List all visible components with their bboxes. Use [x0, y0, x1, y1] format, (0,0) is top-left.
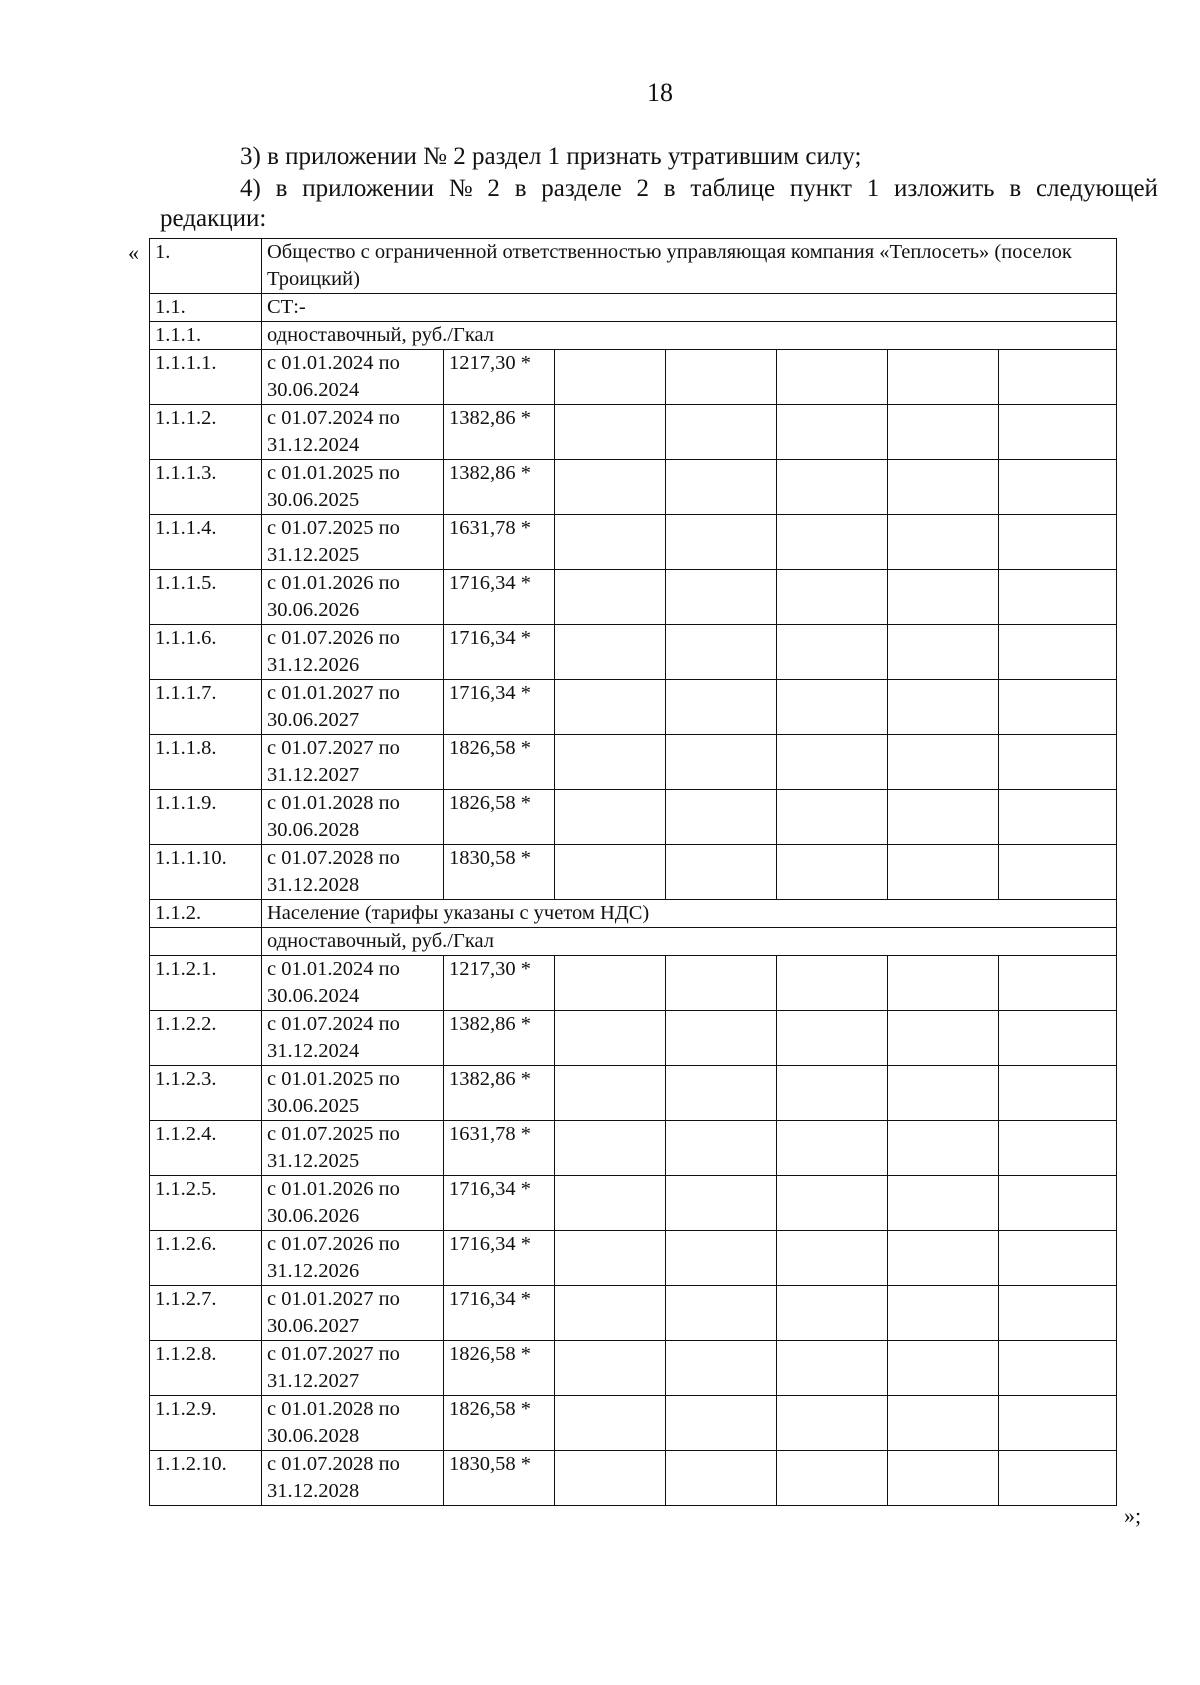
empty-cell: [555, 1121, 666, 1176]
table-row-ct: [150, 294, 1117, 322]
empty-cell: [888, 1341, 999, 1396]
empty-cell: [888, 735, 999, 790]
empty-cell: [555, 460, 666, 515]
empty-cell: [999, 735, 1117, 790]
empty-cell: [888, 625, 999, 680]
row-number: 1.1.1.7.: [150, 680, 262, 735]
empty-cell: [555, 1286, 666, 1341]
tariff-value: 1217,30 *: [444, 350, 555, 405]
empty-cell: [555, 845, 666, 900]
empty-cell: [777, 405, 888, 460]
row-number: 1.1.: [150, 294, 262, 322]
period-cell: с 01.01.2025 по 30.06.2025: [262, 1066, 444, 1121]
empty-cell: [555, 1451, 666, 1506]
row-number: 1.1.1.5.: [150, 570, 262, 625]
empty-cell: [666, 405, 777, 460]
period-cell: с 01.07.2028 по 31.12.2028: [262, 1451, 444, 1506]
period-cell: с 01.01.2027 по 30.06.2027: [262, 1286, 444, 1341]
table-row: [150, 1341, 1117, 1396]
empty-cell: [888, 1286, 999, 1341]
empty-cell: [777, 1121, 888, 1176]
empty-cell: [555, 350, 666, 405]
period-cell: с 01.01.2026 по 30.06.2026: [262, 1176, 444, 1231]
row-number: 1.1.1.9.: [150, 790, 262, 845]
empty-cell: [888, 1451, 999, 1506]
empty-cell: [666, 625, 777, 680]
row-number: 1.1.2.2.: [150, 1011, 262, 1066]
period-cell: с 01.07.2024 по 31.12.2024: [262, 1011, 444, 1066]
empty-cell: [888, 1176, 999, 1231]
empty-cell: [999, 1341, 1117, 1396]
empty-cell: [999, 570, 1117, 625]
empty-cell: [777, 735, 888, 790]
empty-cell: [666, 1341, 777, 1396]
tariff-value: 1217,30 *: [444, 956, 555, 1011]
tariff-value: 1716,34 *: [444, 680, 555, 735]
table-row: [150, 790, 1117, 845]
paragraph-4: [240, 175, 1158, 203]
paragraph-word: изложить: [893, 175, 995, 202]
row-number: 1.1.2.3.: [150, 1066, 262, 1121]
tariff-value: 1830,58 *: [444, 845, 555, 900]
table-row-population: [150, 900, 1117, 928]
empty-cell: [777, 350, 888, 405]
tariff-value: 1826,58 *: [444, 735, 555, 790]
period-cell: с 01.07.2025 по 31.12.2025: [262, 1121, 444, 1176]
tariff-value: 1716,34 *: [444, 1231, 555, 1286]
period-cell: с 01.01.2028 по 30.06.2028: [262, 790, 444, 845]
tariff-value: 1382,86 *: [444, 1011, 555, 1066]
table-row: [150, 1176, 1117, 1231]
paragraph-word: пункт: [789, 175, 852, 202]
paragraph-word: разделе: [541, 175, 622, 202]
tariff-value: 1826,58 *: [444, 790, 555, 845]
empty-cell: [555, 1231, 666, 1286]
tariff-value: 1382,86 *: [444, 405, 555, 460]
table-row: [150, 1396, 1117, 1451]
paragraph-word: в: [275, 175, 288, 202]
empty-cell: [999, 1121, 1117, 1176]
empty-cell: [555, 1341, 666, 1396]
empty-cell: [555, 956, 666, 1011]
paragraph-word: 4): [240, 175, 261, 202]
empty-cell: [666, 845, 777, 900]
empty-cell: [666, 1286, 777, 1341]
row-number: 1.1.1.2.: [150, 405, 262, 460]
empty-cell: [999, 790, 1117, 845]
tariff-value: 1826,58 *: [444, 1341, 555, 1396]
empty-cell: [999, 515, 1117, 570]
table-row: [150, 680, 1117, 735]
empty-cell: [555, 1396, 666, 1451]
period-cell: с 01.07.2025 по 31.12.2025: [262, 515, 444, 570]
empty-cell: [777, 1451, 888, 1506]
table-row: [150, 570, 1117, 625]
empty-cell: [666, 1176, 777, 1231]
empty-cell: [555, 790, 666, 845]
row-number: 1.1.2.10.: [150, 1451, 262, 1506]
row-label: Население (тарифы указаны с учетом НДС): [262, 900, 1117, 928]
table-row: [150, 1286, 1117, 1341]
paragraph-word: 2: [487, 175, 500, 202]
period-cell: с 01.01.2028 по 30.06.2028: [262, 1396, 444, 1451]
empty-cell: [666, 1396, 777, 1451]
empty-cell: [999, 1066, 1117, 1121]
tariff-value: 1716,34 *: [444, 1176, 555, 1231]
row-number: 1.1.2.4.: [150, 1121, 262, 1176]
table-row: [150, 1231, 1117, 1286]
period-cell: с 01.07.2026 по 31.12.2026: [262, 1231, 444, 1286]
tariff-value: 1716,34 *: [444, 570, 555, 625]
empty-cell: [555, 1011, 666, 1066]
empty-cell: [666, 1231, 777, 1286]
empty-cell: [888, 1396, 999, 1451]
empty-cell: [777, 680, 888, 735]
empty-cell: [888, 1121, 999, 1176]
row-number: 1.1.1.10.: [150, 845, 262, 900]
period-cell: с 01.07.2027 по 31.12.2027: [262, 735, 444, 790]
tariff-value: 1716,34 *: [444, 1286, 555, 1341]
empty-cell: [999, 680, 1117, 735]
table-row: [150, 405, 1117, 460]
row-number: 1.: [150, 239, 262, 294]
empty-cell: [666, 956, 777, 1011]
empty-cell: [666, 515, 777, 570]
tariff-value: 1830,58 *: [444, 1451, 555, 1506]
row-number: [150, 928, 262, 956]
paragraph-word: следующей: [1035, 175, 1158, 202]
empty-cell: [999, 405, 1117, 460]
empty-cell: [888, 1066, 999, 1121]
table-row: [150, 625, 1117, 680]
tariff-value: 1382,86 *: [444, 460, 555, 515]
empty-cell: [555, 515, 666, 570]
empty-cell: [999, 460, 1117, 515]
paragraph-word: №: [448, 175, 473, 202]
empty-cell: [999, 1011, 1117, 1066]
paragraph-word: таблице: [690, 175, 776, 202]
row-number: 1.1.1.3.: [150, 460, 262, 515]
empty-cell: [777, 956, 888, 1011]
empty-cell: [888, 956, 999, 1011]
empty-cell: [777, 460, 888, 515]
empty-cell: [666, 350, 777, 405]
period-cell: с 01.01.2025 по 30.06.2025: [262, 460, 444, 515]
period-cell: с 01.07.2026 по 31.12.2026: [262, 625, 444, 680]
empty-cell: [555, 625, 666, 680]
row-number: 1.1.1.1.: [150, 350, 262, 405]
tariff-value: 1382,86 *: [444, 1066, 555, 1121]
empty-cell: [999, 350, 1117, 405]
empty-cell: [666, 460, 777, 515]
row-number: 1.1.2.7.: [150, 1286, 262, 1341]
table-row: [150, 735, 1117, 790]
tariff-value: 1631,78 *: [444, 1121, 555, 1176]
tariff-value: 1826,58 *: [444, 1396, 555, 1451]
period-cell: с 01.01.2026 по 30.06.2026: [262, 570, 444, 625]
period-cell: с 01.07.2028 по 31.12.2028: [262, 845, 444, 900]
row-number: 1.1.1.6.: [150, 625, 262, 680]
empty-cell: [777, 1396, 888, 1451]
empty-cell: [999, 1176, 1117, 1231]
empty-cell: [999, 1286, 1117, 1341]
period-cell: с 01.01.2024 по 30.06.2024: [262, 350, 444, 405]
empty-cell: [555, 1066, 666, 1121]
table-row: [150, 1066, 1117, 1121]
paragraph-4-continuation: редакции:: [160, 205, 267, 232]
empty-cell: [555, 680, 666, 735]
empty-cell: [888, 1011, 999, 1066]
paragraph-word: в: [1009, 175, 1022, 202]
empty-cell: [999, 1231, 1117, 1286]
empty-cell: [888, 1231, 999, 1286]
empty-cell: [777, 625, 888, 680]
row-number: 1.1.2.1.: [150, 956, 262, 1011]
empty-cell: [666, 1451, 777, 1506]
empty-cell: [999, 1396, 1117, 1451]
row-label: одноставочный, руб./Гкал: [262, 322, 1117, 350]
empty-cell: [888, 515, 999, 570]
paragraph-word: 1: [866, 175, 880, 202]
empty-cell: [666, 680, 777, 735]
row-number: 1.1.1.: [150, 322, 262, 350]
open-quote: «: [128, 240, 139, 265]
row-number: 1.1.2.6.: [150, 1231, 262, 1286]
empty-cell: [666, 790, 777, 845]
row-number: 1.1.1.8.: [150, 735, 262, 790]
tariff-value: 1631,78 *: [444, 515, 555, 570]
table-row-group-2: [150, 928, 1117, 956]
empty-cell: [777, 1341, 888, 1396]
empty-cell: [888, 460, 999, 515]
table-row: [150, 350, 1117, 405]
table-row: [150, 1121, 1117, 1176]
empty-cell: [888, 350, 999, 405]
empty-cell: [555, 1176, 666, 1231]
organization-name: Общество с ограниченной ответственностью управляющая компания «Теплосеть» (поселок Троицкий): [262, 239, 1117, 294]
empty-cell: [888, 845, 999, 900]
paragraph-word: в: [514, 175, 527, 202]
row-number: 1.1.2.5.: [150, 1176, 262, 1231]
period-cell: с 01.01.2027 по 30.06.2027: [262, 680, 444, 735]
empty-cell: [999, 625, 1117, 680]
paragraph-word: в: [663, 175, 676, 202]
row-number: 1.1.2.9.: [150, 1396, 262, 1451]
empty-cell: [777, 845, 888, 900]
row-label: СТ:-: [262, 294, 1117, 322]
empty-cell: [999, 1451, 1117, 1506]
close-quote: »;: [1124, 1503, 1142, 1528]
empty-cell: [555, 735, 666, 790]
empty-cell: [777, 1176, 888, 1231]
empty-cell: [666, 1121, 777, 1176]
paragraph-word: 2: [636, 175, 649, 202]
table-row: [150, 1451, 1117, 1506]
table-row: [150, 515, 1117, 570]
row-label: одноставочный, руб./Гкал: [262, 928, 1117, 956]
empty-cell: [777, 1286, 888, 1341]
empty-cell: [666, 1066, 777, 1121]
empty-cell: [888, 790, 999, 845]
empty-cell: [777, 1231, 888, 1286]
empty-cell: [777, 790, 888, 845]
empty-cell: [999, 845, 1117, 900]
empty-cell: [999, 956, 1117, 1011]
period-cell: с 01.01.2024 по 30.06.2024: [262, 956, 444, 1011]
row-number: 1.1.2.: [150, 900, 262, 928]
empty-cell: [666, 1011, 777, 1066]
tariff-value: 1716,34 *: [444, 625, 555, 680]
empty-cell: [777, 570, 888, 625]
table-row: [150, 845, 1117, 900]
empty-cell: [888, 405, 999, 460]
paragraph-word: приложении: [302, 175, 434, 202]
empty-cell: [888, 570, 999, 625]
table-row-organization: [150, 239, 1117, 294]
table-row-group-1: [150, 322, 1117, 350]
paragraph-3: 3) в приложении № 2 раздел 1 признать утратившим силу;: [240, 143, 862, 170]
empty-cell: [666, 735, 777, 790]
period-cell: с 01.07.2027 по 31.12.2027: [262, 1341, 444, 1396]
empty-cell: [777, 515, 888, 570]
page-number: 18: [647, 78, 673, 107]
period-cell: с 01.07.2024 по 31.12.2024: [262, 405, 444, 460]
row-number: 1.1.1.4.: [150, 515, 262, 570]
empty-cell: [888, 680, 999, 735]
table-row: [150, 1011, 1117, 1066]
table-row: [150, 460, 1117, 515]
tariff-table: [149, 238, 1117, 1506]
empty-cell: [777, 1011, 888, 1066]
empty-cell: [555, 405, 666, 460]
empty-cell: [666, 570, 777, 625]
empty-cell: [777, 1066, 888, 1121]
empty-cell: [555, 570, 666, 625]
row-number: 1.1.2.8.: [150, 1341, 262, 1396]
table-row: [150, 956, 1117, 1011]
